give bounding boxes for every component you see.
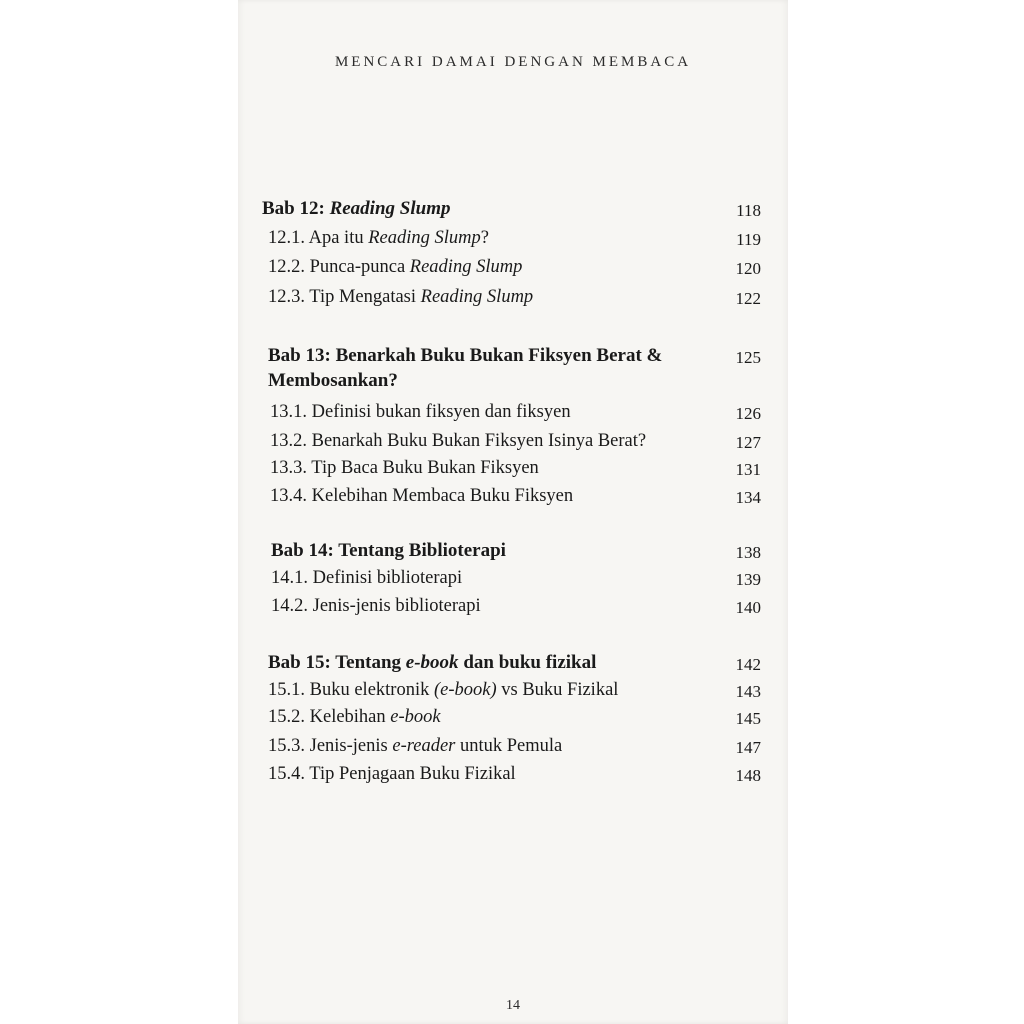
- chapter-page-number: 125: [735, 348, 761, 367]
- text-part: 12.3. Tip Mengatasi: [268, 287, 421, 307]
- text-part: Bab 12:: [262, 198, 330, 219]
- section-page-number: 145: [735, 709, 761, 728]
- table-of-contents: [238, 0, 788, 1024]
- text-part: Bab 13: Benarkah Buku Bukan Fiksyen Berat &: [268, 345, 663, 366]
- text-part: 13.4. Kelebihan Membaca Buku Fiksyen: [270, 486, 574, 506]
- section-page-number: 119: [736, 230, 761, 249]
- chapter-title: [271, 540, 506, 562]
- section-page-number: 127: [735, 433, 761, 452]
- text-part: Reading Slump: [368, 228, 481, 248]
- section-page-number: 147: [735, 738, 761, 757]
- text-part: 15.4. Tip Penjagaan Buku Fizikal: [268, 764, 516, 784]
- text-part: 15.2. Kelebihan: [268, 707, 391, 727]
- text-part: dan buku fizikal: [458, 652, 597, 673]
- text-part: e-book: [405, 652, 459, 673]
- text-part: 14.1. Definisi biblioterapi: [271, 568, 463, 588]
- section-page-number: 143: [735, 682, 761, 701]
- section-entry: [271, 568, 462, 589]
- chapter-page-number: 118: [736, 201, 761, 220]
- section-entry: [270, 431, 646, 452]
- section-entry: [268, 764, 516, 785]
- text-part: 15.3. Jenis-jenis: [268, 736, 393, 756]
- section-entry: [268, 257, 522, 278]
- text-part: 15.1. Buku elektronik: [268, 680, 434, 700]
- text-part: e-reader: [392, 736, 456, 756]
- text-part: 12.2. Punca-punca: [268, 257, 410, 277]
- chapter-page-number: 142: [735, 655, 761, 674]
- text-part: Bab 15: Tentang: [268, 652, 406, 673]
- text-part: 14.2. Jenis-jenis biblioterapi: [271, 596, 481, 616]
- section-page-number: 140: [735, 598, 761, 617]
- section-entry: [268, 707, 441, 728]
- section-entry: [270, 486, 573, 507]
- text-part: Reading Slump: [329, 198, 451, 219]
- section-page-number: 134: [735, 488, 761, 507]
- page-number: 14: [506, 998, 520, 1013]
- section-page-number: 126: [735, 404, 761, 423]
- text-part: ?: [480, 228, 489, 248]
- chapter-page-number: 138: [735, 543, 761, 562]
- section-page-number: 139: [735, 570, 761, 589]
- chapter-title: [268, 345, 662, 367]
- section-page-number: 122: [735, 289, 761, 308]
- chapter-title: [262, 198, 450, 220]
- section-page-number: 120: [735, 259, 761, 278]
- text-part: e-book: [390, 707, 441, 727]
- text-part: Reading Slump: [409, 257, 523, 277]
- section-entry: [268, 736, 562, 757]
- text-part: untuk Pemula: [455, 736, 563, 756]
- section-entry: [268, 228, 489, 249]
- section-entry: [271, 596, 481, 617]
- chapter-title-line2: Membosankan?: [268, 370, 398, 391]
- text-part: 13.1. Definisi bukan fiksyen dan fiksyen: [270, 402, 571, 422]
- book-page: [238, 0, 788, 1024]
- chapter-title: [268, 652, 596, 674]
- text-part: 12.1. Apa itu: [268, 228, 369, 248]
- text-part: 13.3. Tip Baca Buku Bukan Fiksyen: [270, 458, 539, 478]
- section-entry: [270, 458, 539, 479]
- section-entry: [268, 287, 533, 308]
- section-entry: [270, 402, 571, 423]
- section-entry: [268, 680, 618, 701]
- section-page-number: 131: [735, 460, 761, 479]
- section-page-number: 148: [735, 766, 761, 785]
- text-part: Reading Slump: [420, 287, 534, 307]
- text-part: vs Buku Fizikal: [496, 680, 619, 700]
- running-head: MENCARI DAMAI DENGAN MEMBACA: [334, 54, 692, 70]
- text-part: 13.2. Benarkah Buku Bukan Fiksyen Isinya Berat?: [270, 431, 647, 451]
- text-part: (e-book): [433, 680, 497, 700]
- text-part: Bab 14: Tentang Biblioterapi: [271, 540, 506, 561]
